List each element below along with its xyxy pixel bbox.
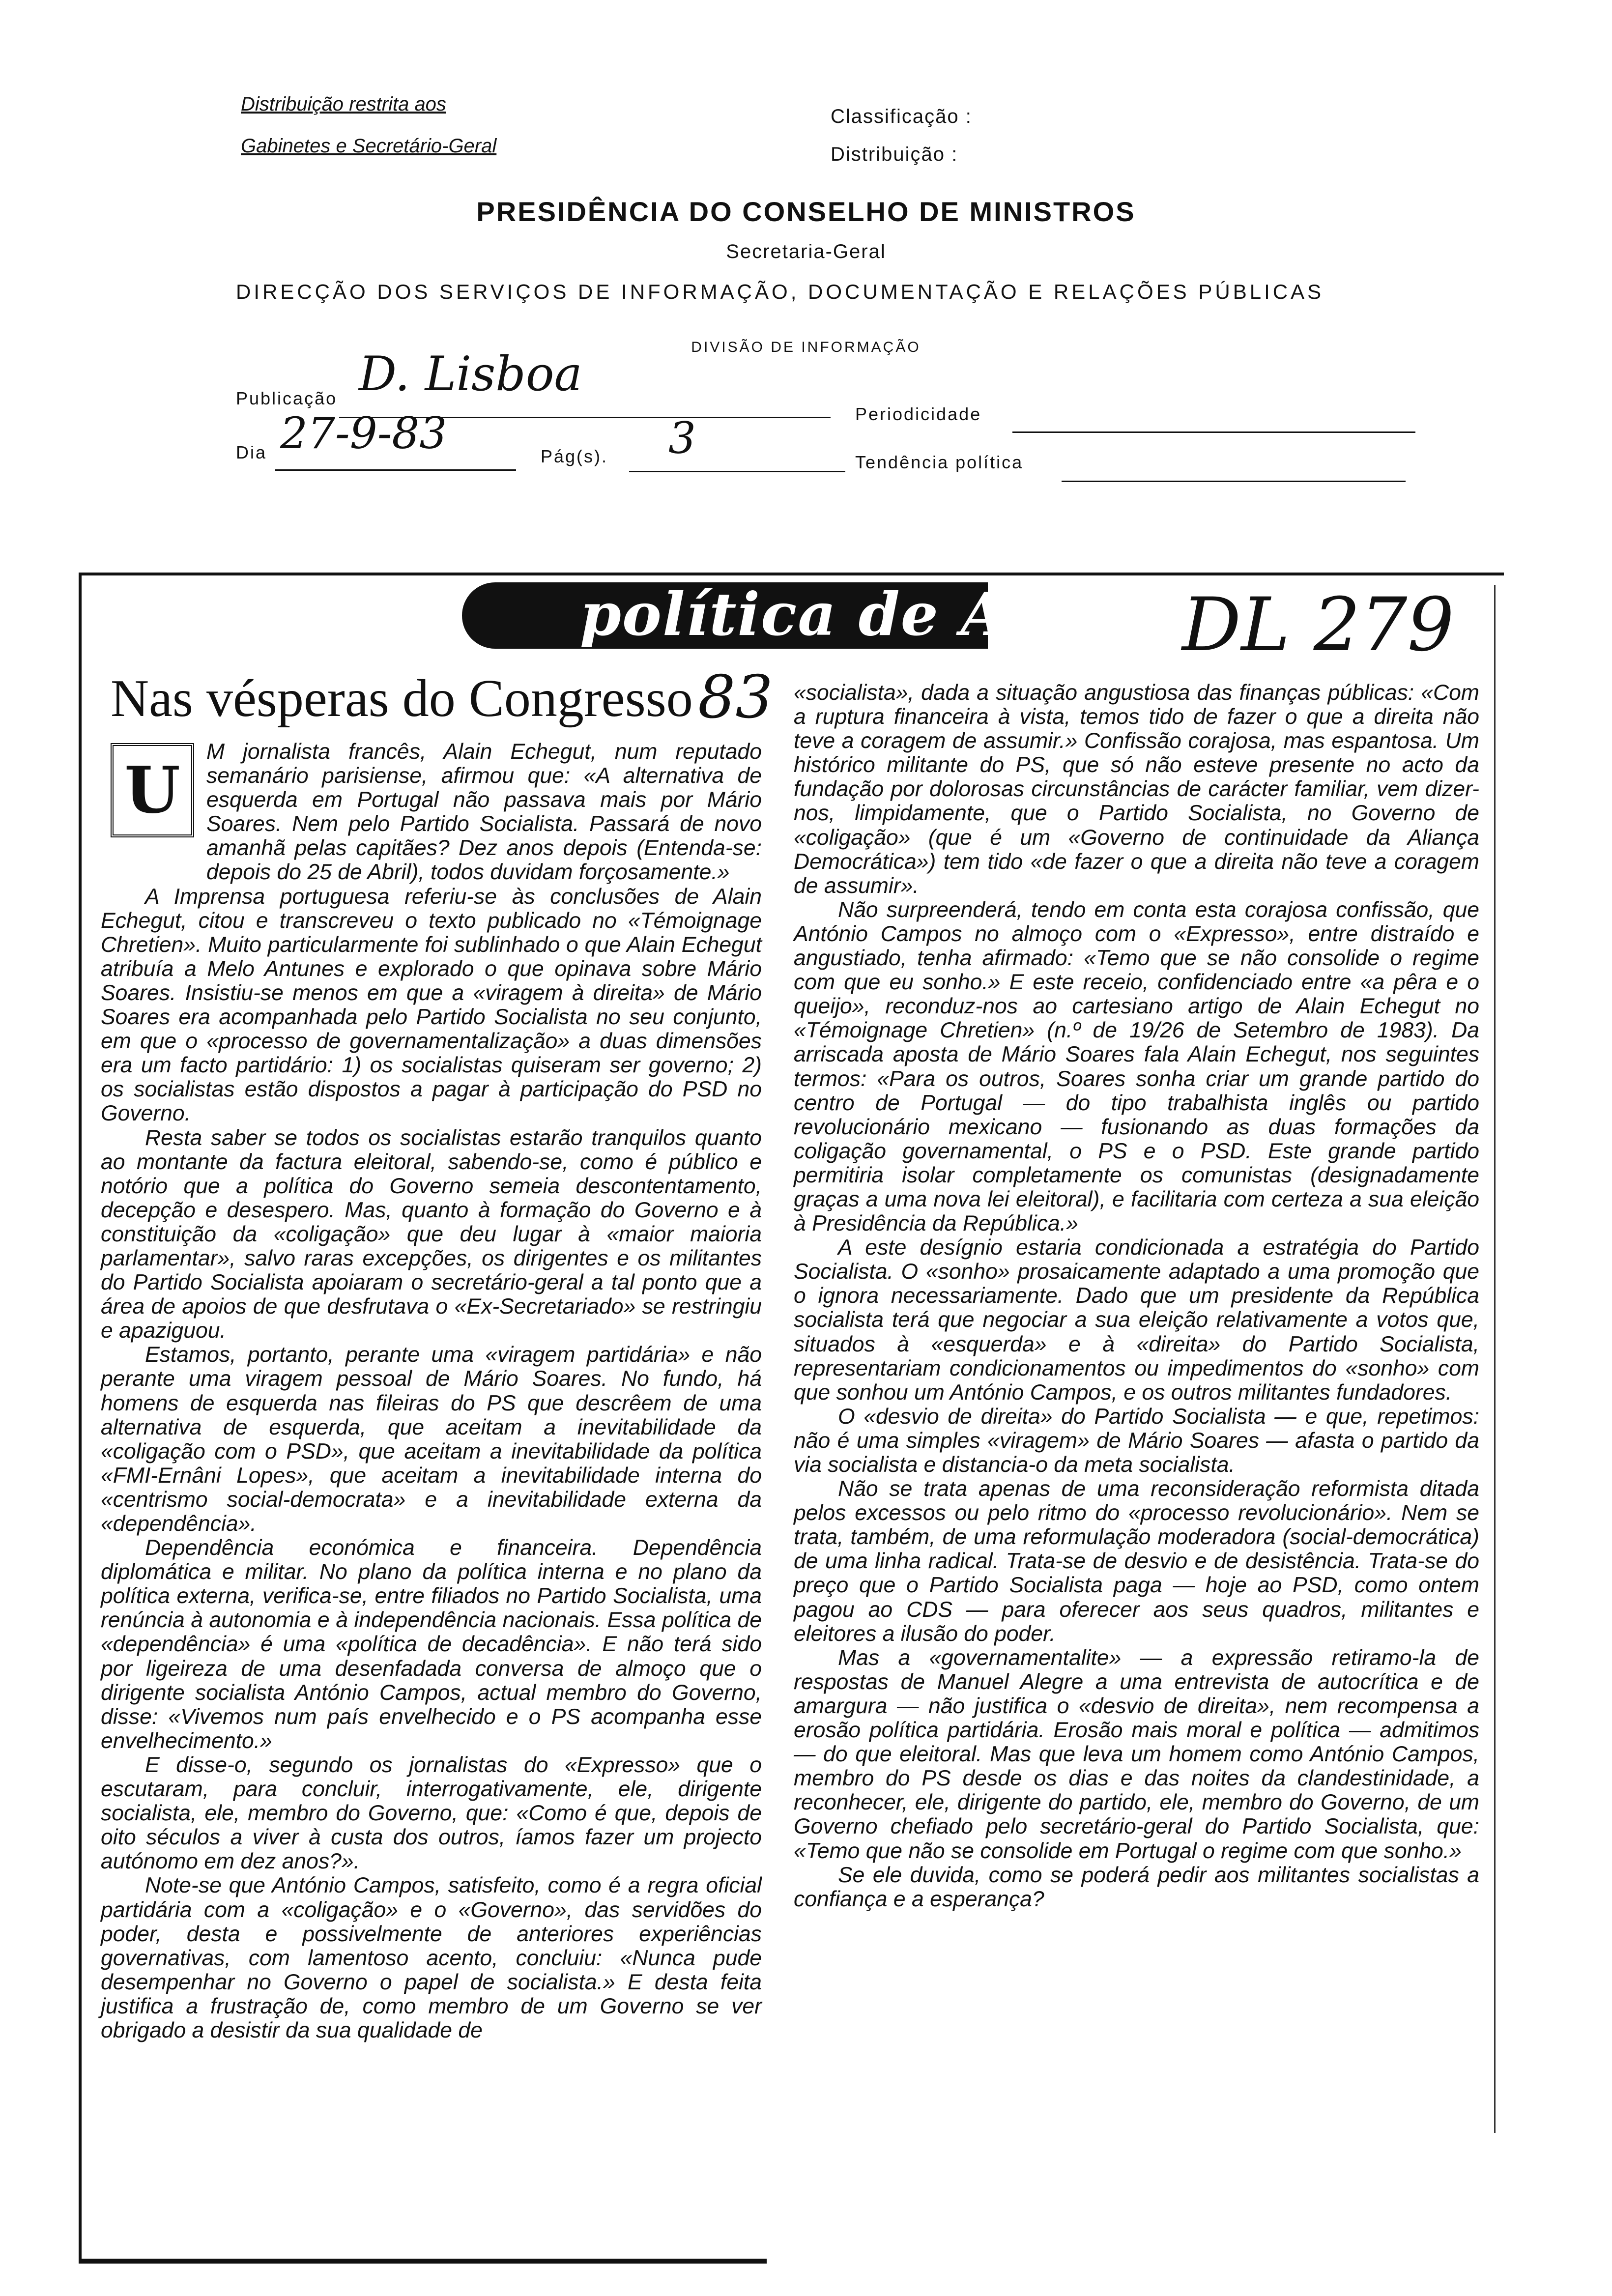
section-banner-title: política de A a Z bbox=[580, 580, 1134, 649]
article-frame-left bbox=[79, 573, 82, 2261]
paragraph-2: A Imprensa portuguesa referiu-se às conclusões de Alain Echegut, citou e transcreveu o texto publicado no «Témoignage Chretien». Muito particularmente foi sublinhado o que Alain Echegut atribuía a Melo Antunes e explorado o que opinava sobre Mário Soares. Insistiu-se menos em que a «viragem à direita» de Mário Soares era acompanhada pelo Partido Socialista no seu conjunto, em que o «processo de governamentalização» a duas dimensões era um facto partidário: 1) os socialistas quiseram ser governo; 2) os socialistas estão dispostos a pagar à participação do PSD no Governo. bbox=[101, 884, 762, 1126]
periodicity-label: Periodicidade bbox=[855, 404, 982, 424]
paragraph-3: Resta saber se todos os socialistas estarão tranquilos quanto ao montante da factura eleitoral, sabendo-se, como é público e notório que a política do Governo semeia descontentamento, decepção e desespero. Mas, quanto à formação do Governo e à constituição da «coligação» que deu lugar à «maior maioria parlamentar», salvo raras excepções, os dirigentes e os militantes do Partido Socialista apoiaram o secretário-geral a tal ponto que a área de apoios de que desfrutava o «Ex-Secretariado» se restringiu e apaziguou. bbox=[101, 1125, 762, 1343]
drop-cap: U bbox=[111, 743, 194, 837]
paragraph-5: Dependência económica e financeira. Dependência diplomática e militar. No plano da política interna e no plano da política externa, verifica-se, entre filiados no Partido Socialista, uma renúncia à autonomia e à independência nacionais. Essa política de «dependência» é uma «política de decadência». E não terá sido por ligeireza de uma desenfadada conversa de almoço que o dirigente socialista António Campos, actual membro do Governo, disse: «Vivemos num país envelhecido e o PS acompanha esse envelhecimento.» bbox=[101, 1536, 762, 1753]
paragraph-12: Não se trata apenas de uma reconsideração reformista ditada pelos excessos ou pelo ritmo do «processo revolucionário». Nem se trata, também, de uma reformulação moderadora (social-democrática) de uma linha radical. Trata-se de desvio e de desistência. Trata-se do preço que o Partido Socialista paga — hoje ao PSD, como ontem pagou ao CDS — para oferecer aos seus quadros, militantes e eleitores a ilusão do poder. bbox=[794, 1477, 1479, 1646]
paragraph-14: Se ele duvida, como se poderá pedir aos militantes socialistas a confiança e a esperança? bbox=[794, 1863, 1479, 1911]
distribution-restriction-line2: Gabinetes e Secretário-Geral bbox=[241, 135, 497, 157]
paragraph-10: A este desígnio estaria condicionada a estratégia do Partido Socialista. O «sonho» prosaicamente adaptado a uma promoção que o ignora necessariamente. Dado que um presidente da República socialista terá que negociar a sua eleição relativamente a votos que, situados à «esquerda» e à «direita» do Partido Socialista, representariam condicionamentos ou impedimentos do «sonho» com que sonhou um António Campos, e os outros militantes fundadores. bbox=[794, 1235, 1479, 1405]
paragraph-1a: M jornalista francês, Alain Echegut, num reputado semanário parisiense, afirmou que: «A alternativa de esquerda em Portugal não passava mais por Mário Soares. Nem pelo Partido Socialista. Passará de novo amanhã pelas capitães? Dez anos depois (Entenda-se: depois do 25 de Abril), todos duvidam forçosamente.» bbox=[206, 740, 762, 885]
paragraph-8: «socialista», dada a situação angustiosa das finanças públicas: «Com a ruptura financeira à vista, temos tido de fazer o que a direita não teve a coragem de assumir.» Confissão corajosa, mas espantosa. Um histórico militante do PS, que só não esteve presente no acto da fundação por dolorosas circunstâncias de carácter familiar, vem dizer-nos, limpidamente, que o Partido Socialista, no Governo de «coligação» (que é um «Governo de continuidade da Aliança Democrática») tem tido «de fazer o que a direita não teve a coragem de assumir». bbox=[794, 681, 1479, 898]
article-column-left bbox=[101, 740, 762, 2042]
classification-label: Classificação : bbox=[831, 106, 972, 127]
paragraph-6: E disse-o, segundo os jornalistas do «Expresso» que o escutaram, para concluir, interrogativamente, ele, dirigente socialista, ele, membro do Governo, que: «Como é que, depois de oito séculos a viver à custa dos outros, íamos fazer um projecto autónomo em dez anos?». bbox=[101, 1752, 762, 1874]
paragraph-11: O «desvio de direita» do Partido Socialista — e que, repetimos: não é uma simples «viragem» de Mário Soares — afasta o partido da via socialista e distancia-o da meta socialista. bbox=[794, 1404, 1479, 1477]
publication-value: D. Lisboa bbox=[359, 346, 582, 402]
direction-title: DIRECÇÃO DOS SERVIÇOS DE INFORMAÇÃO, DOCUMENTAÇÃO E RELAÇÕES PÚBLICAS bbox=[236, 280, 1324, 303]
presidency-title: PRESIDÊNCIA DO CONSELHO DE MINISTROS bbox=[476, 196, 1136, 227]
tendency-label: Tendência política bbox=[855, 452, 1024, 472]
tendency-line bbox=[1062, 481, 1406, 482]
handwritten-reference: DL 279 bbox=[1182, 582, 1454, 668]
publication-label: Publicação bbox=[236, 388, 338, 408]
pages-line bbox=[629, 471, 845, 472]
paragraph-9: Não surpreenderá, tendo em conta esta corajosa confissão, que António Campos no almoço com o «Expresso», entre distraído e angustiado, tenha afirmado: «Temo que se não consolide o regime com que eu sonho.» E este receio, confidenciado entre «a pêra e o queijo», reconduz-nos ao cartesiano artigo de Alain Echegut no «Témoignage Chretien» (n.º de 19/26 de Setembro de 1983). Da arriscada aposta de Mário Soares fala Alain Echegut, nos seguintes termos: «Para os outros, Soares sonha criar um grande partido do centro de Portugal — do tipo trabalhista inglês ou partido revolucionário mexicano — fusionando as duas formações da coligação governamental, o PS e o PSD. Este grande partido permitiria isolar completamente os comunistas (designadamente graças a uma nova lei eleitoral), e facilitaria com certeza a sua eleição à Presidência da República.» bbox=[794, 897, 1479, 1236]
paragraph-7: Note-se que António Campos, satisfeito, como é a regra oficial partidária com a «coligação» e o «Governo», das servidões do poder, desta e possivelmente de anteriores experiências governativas, com lamentoso acento, concluiu: «Nunca pude desempenhar no Governo o papel de socialista.» E desta feita justifica a frustração de, como membro de um Governo se ver obrigado a desistir da sua qualidade de bbox=[101, 1873, 762, 2042]
article-frame-right bbox=[1494, 585, 1496, 2133]
pages-label: Pág(s). bbox=[541, 446, 608, 466]
division-title: DIVISÃO DE INFORMAÇÃO bbox=[691, 339, 921, 355]
article-column-right bbox=[794, 681, 1479, 1911]
day-label: Dia bbox=[236, 442, 267, 462]
paragraph-4: Estamos, portanto, perante uma «viragem partidária» e não perante uma viragem pessoal de Mário Soares. No fundo, há homens de esquerda nas fileiras do PS que descrêem de uma alternativa de esquerda, que aceitam a inevitabilidade da «coligação com o PSD», que aceitam a inevitabilidade da política «FMI-Ernâni Lopes», que aceitam a inevitabilidade interna do «centrismo social-democrata» e a inevitabilidade externa da «dependência». bbox=[101, 1343, 762, 1536]
handwritten-year: 83 bbox=[698, 663, 773, 732]
periodicity-line bbox=[1012, 431, 1415, 433]
article-frame-bottom bbox=[79, 2259, 767, 2264]
article-frame-top bbox=[79, 573, 1504, 575]
secretariat-title: Secretaria-Geral bbox=[726, 241, 886, 262]
day-value: 27-9-83 bbox=[280, 408, 447, 459]
pages-value: 3 bbox=[668, 413, 696, 463]
distribution-restriction-line1: Distribuição restrita aos bbox=[241, 93, 446, 115]
distribution-label: Distribuição : bbox=[831, 144, 958, 165]
day-line bbox=[275, 469, 516, 471]
article-headline: Nas vésperas do Congresso bbox=[111, 669, 693, 728]
paragraph-13: Mas a «governamentalite» — a expressão retiramo-la de respostas de Manuel Alegre a uma entrevista de autocrítica e de amargura — não justifica o «desvio de direita», nem recompensa a erosão política partidária. Erosão mais moral e política — admitimos — do que eleitoral. Mas que leva um homem como António Campos, membro do PS desde os dias e das noites da clandestinidade, a reconhecer, ele, dirigente do partido, ele, membro do Governo, de um Governo chefiado pelo secretário-geral do Partido Socialista, que: «Temo que não se consolide em Portugal o regime com que sonho.» bbox=[794, 1645, 1479, 1863]
